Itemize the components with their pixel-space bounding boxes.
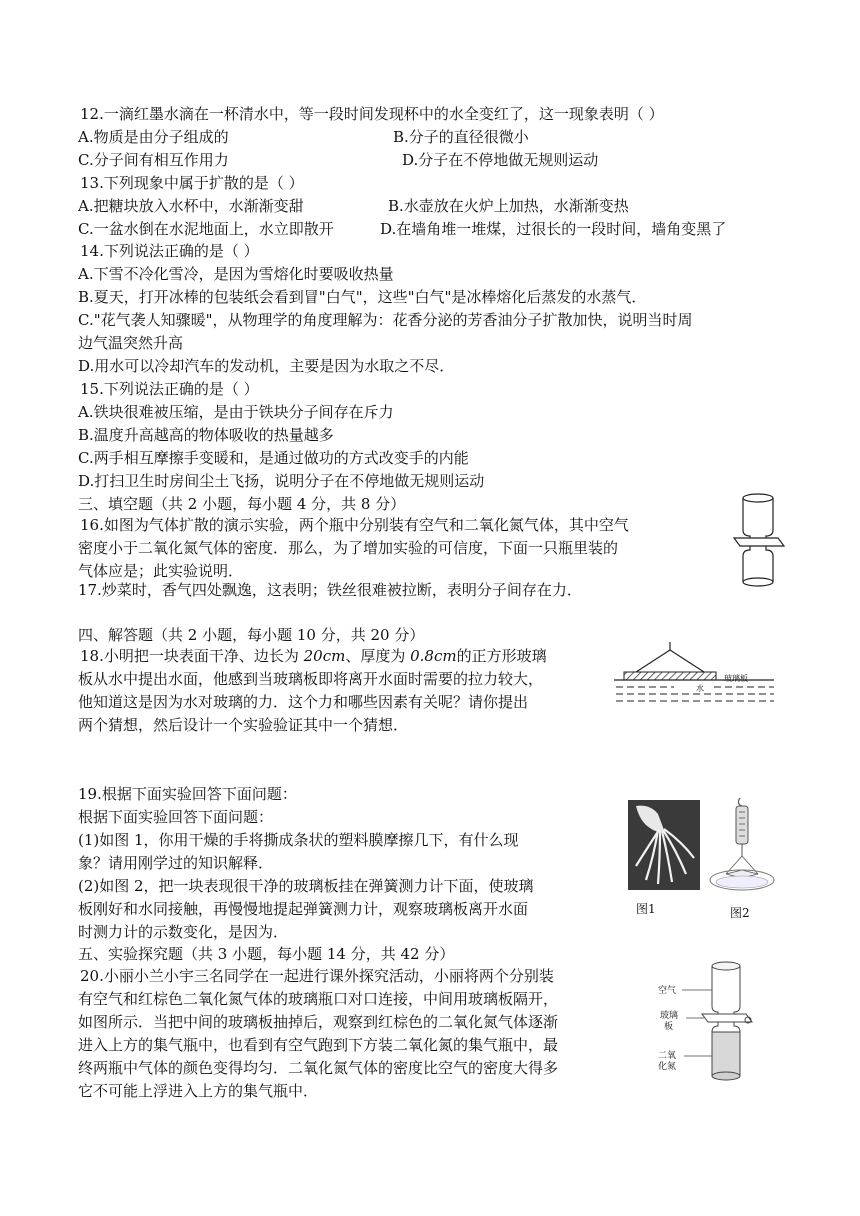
no2-diffusion-figure xyxy=(656,960,786,1084)
q18-side-length: 20cm xyxy=(303,647,346,665)
q20-line2: 有空气和红棕色二氧化氮气体的玻璃瓶口对口连接，中间用玻璃板隔开， xyxy=(78,990,559,1008)
q12-option-a: A.物质是由分子组成的 xyxy=(78,128,229,146)
q15-option-a: A.铁块很难被压缩，是由于铁块分子间存在斥力 xyxy=(78,403,394,421)
q20-line5: 终两瓶中气体的颜色变得均匀．二氧化氮气体的密度比空气的密度大得多 xyxy=(78,1059,559,1077)
glass-label-1: 玻璃 xyxy=(660,1011,679,1021)
q16-line1: 16.如图为气体扩散的演示实验，两个瓶中分别装有空气和二氧化氮气体，其中空气 xyxy=(80,516,629,534)
q18-text-a: 18.小明把一块表面干净、边长为 xyxy=(80,647,304,665)
q19-text-a: 时测力计的示数变化 xyxy=(78,923,214,941)
q19-text-b: ，是因为 xyxy=(213,923,274,941)
q12-option-d: D.分子在不停地做无规则运动 xyxy=(402,151,599,169)
q17-text-b: ；铁丝很难被拉断，表明分子间存在 xyxy=(311,581,552,599)
q13-option-b: B.水壶放在火炉上加热，水渐渐变热 xyxy=(388,197,629,215)
q15-option-c: C.两手相互摩擦手变暖和，是通过做功的方式改变手的内能 xyxy=(78,449,469,467)
section-3-heading: 三、填空题（共 2 小题，每小题 4 分，共 8 分） xyxy=(78,495,406,513)
q19-line2: 根据下面实验回答下面问题： xyxy=(78,808,274,826)
q18-text-e: 的正方形玻璃 xyxy=(456,647,547,665)
q13-option-d: D.在墙角堆一堆煤，过很长的一段时间，墙角变黑了 xyxy=(380,220,727,238)
q18-text-c: 、厚度为 xyxy=(345,647,411,665)
plastic-strips-photo xyxy=(628,800,700,890)
q14-option-a: A.下雪不冷化雪冷，是因为雪熔化时要吸收热量 xyxy=(78,265,394,283)
q18-line2: 板从水中提出水面，他感到当玻璃板即将离开水面时需要的拉力较大， xyxy=(78,670,544,688)
q20-line3: 如图所示．当把中间的玻璃板抽掉后，观察到红棕色的二氧化氮气体逐渐 xyxy=(78,1013,559,1031)
q13-option-c: C.一盆水倒在水泥地面上，水立即散开 xyxy=(78,220,334,238)
q14-stem: 14.下列说法正确的是（ ） xyxy=(80,242,259,260)
q19-line6: 板刚好和水同接触，再慢慢地提起弹簧测力计，观察玻璃板离开水面 xyxy=(78,900,529,918)
q19-line4: 象？请用刚学过的知识解释． xyxy=(78,854,274,872)
section-5-heading: 五、实验探究题（共 3 小题，每小题 14 分，共 42 分） xyxy=(78,945,455,963)
glass-label-2: 板 xyxy=(664,1022,674,1032)
q14-option-c-line2: 边气温突然升高 xyxy=(78,334,184,352)
q12-option-c: C.分子间有相互作用力 xyxy=(78,151,229,169)
q14-option-d: D.用水可以冷却汽车的发动机，主要是因为水取之不尽． xyxy=(78,357,455,375)
q16-text-a: 气体应是 xyxy=(78,562,139,580)
glass-plate-figure xyxy=(614,642,778,706)
q12-option-b: B.分子的直径很微小 xyxy=(393,128,529,146)
q15-option-b: B.温度升高越高的物体吸收的热量越多 xyxy=(78,426,334,444)
q16-line2: 密度小于二氧化氮气体的密度．那么，为了增加实验的可信度，下面一只瓶里装的 xyxy=(78,539,619,557)
q14-option-b: B.夏天，打开冰棒的包装纸会看到冒"白气"，这些"白气"是冰棒熔化后蒸发的水蒸气． xyxy=(78,288,647,306)
spring-scale-figure xyxy=(706,796,778,900)
figure-2-caption: 图2 xyxy=(730,906,750,920)
q17-text-a: 17.炒菜时，香气四处飘逸，这表明 xyxy=(78,581,312,599)
q20-line4: 进入上方的集气瓶中，也看到有空气跑到下方装二氧化氮的集气瓶中，最 xyxy=(78,1036,559,1054)
q17-line xyxy=(78,580,582,601)
q20-line6: 它不可能上浮进入上方的集气瓶中． xyxy=(78,1082,319,1100)
q13-option-a: A.把糖块放入水杯中，水渐渐变甜 xyxy=(78,197,304,215)
q13-stem: 13.下列现象中属于扩散的是（ ） xyxy=(80,174,304,192)
water-label: 水 xyxy=(696,684,704,693)
q15-option-d: D.打扫卫生时房间尘土飞扬，说明分子在不停地做无规则运动 xyxy=(78,472,485,490)
q18-line1 xyxy=(80,646,547,667)
q16-text-b: ；此实验说明 xyxy=(138,562,229,580)
q18-line3: 他知道这是因为水对玻璃的力．这个力和哪些因素有关呢？请你提出 xyxy=(78,693,529,711)
q19-text-c: ． xyxy=(273,923,289,941)
q18-line4: 两个猜想，然后设计一个实验验证其中一个猜想． xyxy=(78,716,409,734)
glass-plate-label: 玻璃板 xyxy=(724,674,748,683)
no2-label-1: 二氧 xyxy=(658,1051,677,1061)
q19-line7 xyxy=(78,922,288,943)
air-label: 空气 xyxy=(658,986,677,996)
q16-text-c: ． xyxy=(228,562,244,580)
q12-stem: 12.一滴红墨水滴在一杯清水中，等一段时间发现杯中的水全变红了，这一现象表明（ ） xyxy=(80,105,664,123)
q16-line3 xyxy=(78,561,243,582)
no2-label-2: 化氮 xyxy=(658,1062,677,1072)
q19-line3: (1)如图 1，你用干燥的手将撕成条状的塑料膜摩擦几下，有什么现 xyxy=(78,831,519,849)
figure-1-caption: 图1 xyxy=(636,902,656,916)
q19-line1: 19.根据下面实验回答下面问题： xyxy=(78,785,297,803)
q19-line5: (2)如图 2，把一块表现很干净的玻璃板挂在弹簧测力计下面，使玻璃 xyxy=(78,877,534,895)
q14-option-c-line1: C."花气袭人知骤暖"，从物理学的角度理解为：花香分泌的芳香油分子扩散加快，说明当时周 xyxy=(78,311,693,329)
gas-diffusion-figure xyxy=(728,492,788,588)
q17-text-c: 力． xyxy=(551,581,582,599)
q18-thickness: 0.8cm xyxy=(410,647,457,665)
q20-line1: 20.小丽小兰小宇三名同学在一起进行课外探究活动，小丽将两个分别装 xyxy=(80,967,554,985)
section-4-heading: 四、解答题（共 2 小题，每小题 10 分，共 20 分） xyxy=(78,626,425,644)
q15-stem: 15.下列说法正确的是（ ） xyxy=(80,380,259,398)
